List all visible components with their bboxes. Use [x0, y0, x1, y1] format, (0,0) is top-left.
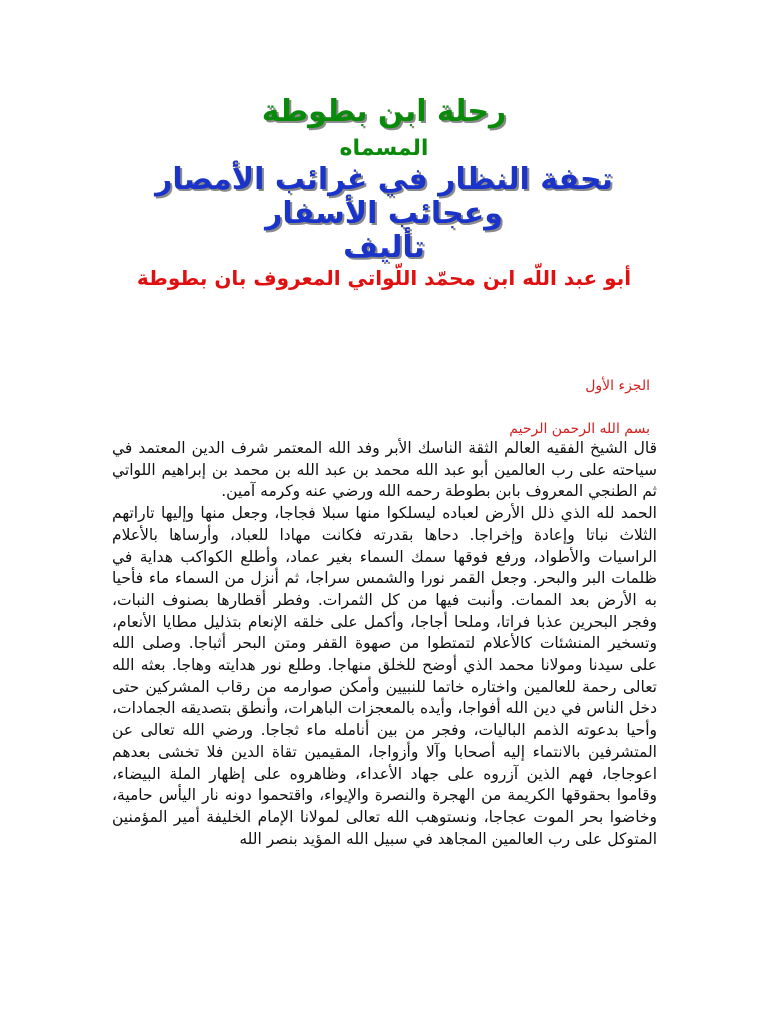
part-heading: الجزء الأول: [585, 378, 650, 394]
book-title-line-1: تحفة النظار في غرائب الأمصار: [155, 162, 613, 197]
book-title: رحلة ابن بطوطة: [261, 94, 507, 129]
author-name: أبو عبد اللّه ابن محمّد اللّواتي المعروف بان بطوطة: [136, 266, 632, 290]
body-text: [112, 438, 657, 850]
authored-label: تأليف: [343, 230, 425, 265]
paragraph-praise: الحمد لله الذي ذلل الأرض لعباده ليسلكوا منها سبلا فجاجا، وجعل منها وإليها تاراتهم الثلاث نباتا وإعادة وإخراجا. دحاها بقدرته فكانت مهادا للعباد، وأرساها بالأعلام الراسيات والأطواد، ورفع فوقها سمك السماء بغير عماد، وأطلع الكواكب هداية في ظلمات البر والبحر. وجعل القمر نورا والشمس سراجا، ثم أنزل من السماء ماء فأحيا به الأرض بعد الممات. وأنبت فيها من كل الثمرات. وفطر أقطارها بصنوف النبات، وفجر البحرين عذبا فراتا، وملحا أجاجا، وأكمل على خلقه الإنعام بتذليل مطايا الأنعام، وتسخير المنشئات كالأعلام لتمتطوا من صهوة القفر ومتن البحر أثباجا. وصلى الله على سيدنا ومولانا محمد الذي أوضح للخلق منهاجا. وطلع نور هدايته وهاجا. بعثه الله تعالى رحمة للعالمين واختاره خاتما للنبيين وأمكن صوارمه من رقاب المشركين حتى دخل الناس في دين الله أفواجا، وأيده بالمعجزات الباهرات، وأنطق بتصديقه الجمادات، وأحيا بدعوته الذمم الباليات، وفجر من بين أنامله ماء ثجاجا. ورضي الله تعالى عن المتشرفين بالانتماء إليه أصحابا وآلا وأزواجا، المقيمين تقاة الدين فلا تخشى بعدهم اعوجاجا، فهم الذين آزروه على جهاد الأعداء، وظاهروه على إظهار الملة البيضاء، وقاموا بحقوقها الكريمة من الهجرة والنصرة والإيواء، واقتحموا دونه نار اليأس حامية، وخاضوا بحر الموت عجاجا، ونستوهب الله تعالى لمولانا الإمام الخليفة أمير المؤمنين المتوكل على رب العالمين المجاهد في سبيل الله المؤيد بنصر الله: [112, 504, 657, 848]
book-full-title: [100, 163, 668, 265]
named-label: المسماه: [339, 136, 429, 161]
book-title-line-2: وعجائب الأسفار: [265, 196, 503, 231]
paragraph-intro: قال الشيخ الفقيه العالم الثقة الناسك الأبر وفد الله المعتمر شرف الدين المعتمد في سياحته على رب العالمين أبو عبد الله محمد بن عبد الله بن محمد بن إبراهيم اللواتي ثم الطنجي المعروف بابن بطوطة رحمه الله ورضي عنه وكرمه آمين.: [112, 439, 657, 501]
basmala-heading: بسم الله الرحمن الرحيم: [509, 421, 650, 437]
